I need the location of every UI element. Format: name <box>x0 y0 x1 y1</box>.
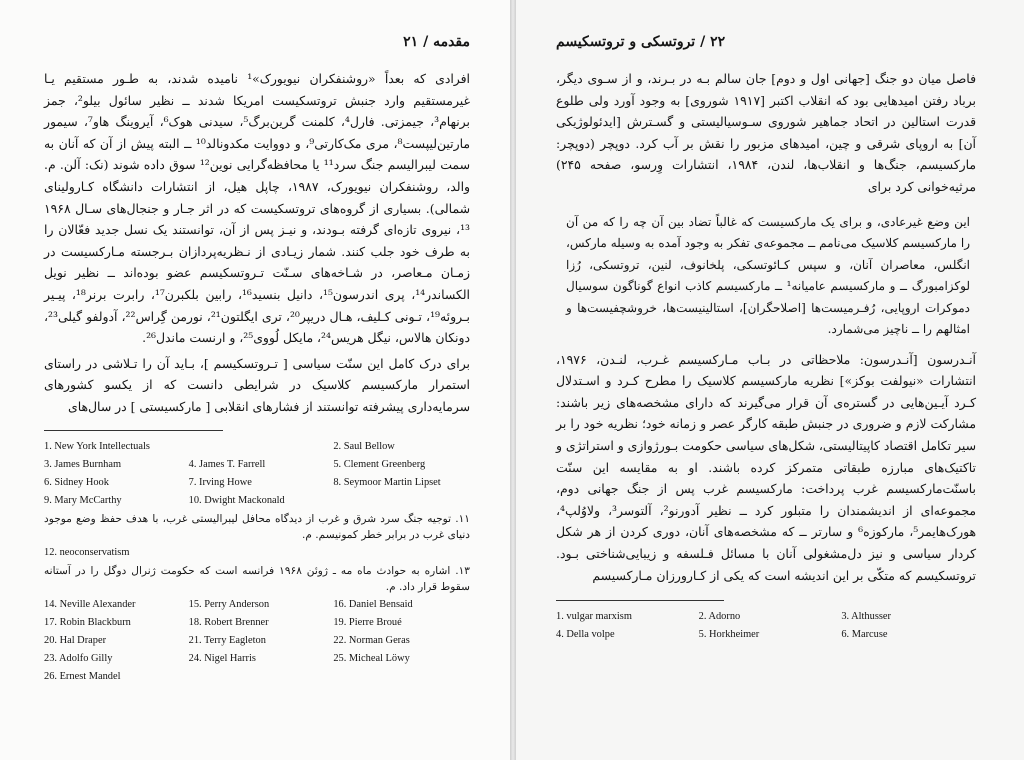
footnote: 3. James Burnham <box>44 458 122 470</box>
footnote: 19. Pierre Broué <box>333 616 402 628</box>
footnotes-group-1 <box>44 439 470 509</box>
footnote: 22. Norman Geras <box>333 634 410 646</box>
footnote <box>189 669 326 685</box>
right-page-header <box>556 30 976 54</box>
footnote: 14. Neville Alexander <box>44 598 136 610</box>
footnote: 17. Robin Blackburn <box>44 616 131 628</box>
footnote-11: ۱۱. توجیه جنگ سرد شرق و غرب از دیدگاه محافل لیبرالیستی غرب، با هدف حفظ وضع موجود دنیای غرب در برابر خطر کمونیسم. م. <box>44 512 470 541</box>
footnote: 5. Horkheimer <box>698 629 760 641</box>
footnote: 2. Adorno <box>698 611 741 623</box>
footnotes-right <box>556 609 976 643</box>
footnote-separator <box>44 430 223 431</box>
footnote: 4. James T. Farrell <box>188 458 266 470</box>
page-header-title: مقدمه / ۲۱ <box>403 34 470 50</box>
body-paragraph: افرادی که بعداً «روشنفکران نیویورک»¹ نامیده شدند، به طـور مستقیم یـا غیرمستقیم وارد جنبش تروتسکیست امریکا شدند ــ نظیر سائول بیلو²، جمز برنهام³، جیمزتی. فارل⁴، کلمنت گرین‌برگ⁵، سیدنی هوک⁶، آیروینگ هاو⁷، سیمور مارتین‌لیپست⁸، مری مک‌کارتی⁹، و دووایت مکدونالد¹⁰ ــ البته پیش از آن که آنان به سمت لیبرالیسم جنگ سرد¹¹ یا محافظه‌گرایی نوین¹² سوق داده شوند (نک: آلن. م. والد، روشنفکران نیویورک، ۱۹۸۷، چاپل هیل، از انتشارات دانشگاه کـارولینای شمالی). بسیاری از گروه‌های تروتسکیست که در اثر جـار و جنجال‌های سـال ۱۹۶۸ ¹³، نیروی تازه‌ای گرفته بـودند، و نیـز پس از آن، توانستند یک نسل جدید فعّالان را به طرف خود جلب کنند. شمار زیـادی از نـظریه‌پردازان بـرجسته مـارکسیست در زمـان مـعاصر، در شـاخه‌های سـنّت تـروتسکیسم عضو بوده‌اند ــ نظیر نویل الکساندر¹⁴، پری اندرسون¹⁵، دانیل بنسید¹⁶، رابین بلکبرن¹⁷، رابرت برنر¹⁸، پیـیر بـروئه¹⁹، تـونی کـلیف، هـال دریپر²⁰، تری ایگلتون²¹، نورمن گِراس²²، آدولفو گیلی²³، دونکان هالاس، نیگل هریس²⁴، مایکل لُووی²⁵، و ارنست ماندل²⁶. <box>44 71 471 346</box>
footnote: 9. Mary McCarthy <box>44 494 122 506</box>
body-paragraph: برای درک کامل این سنّت سیاسی [ تـروتسکیسم ]، بـاید آن را تـلاشی در راستای استمرار مارکسیسم کلاسیک در شرایطی دانست که از یکسو کشورهای سرمایه‌داری پیشرفته توانستند از فشارهای انقلابی [ مارکسیستی ] در سال‌های <box>44 355 470 414</box>
right-page-body <box>556 68 976 586</box>
block-quote: این وضع غیرعادی، و برای یک مارکسیست که غالباً تضاد بین آن چه را که من آن را مارکسیسم کلاسیک می‌نامم ــ مجموعه‌ی تفکر به وجود آمده به وسیله مارکس، انگلس، معاصران آنان، و سپس کـائوتسکی، پلخانوف، لنین، تروتسکی، رُزا لوکزامبورگ ــ و مارکسیسم عامیانه¹ ــ مارکسیسم کاذب انواع گوناگون سوسیال دموکرات اروپایی، رُفـرمیست‌ها [اصلاحگران]، استالینیست‌ها، خروشچفیست‌ها و امثالهم را ــ ناچیز می‌شمارد. <box>566 214 970 337</box>
footnote: 2. Saul Bellow <box>333 440 395 452</box>
right-page <box>516 0 1024 760</box>
footnote: 1. vulgar marxism <box>556 611 632 623</box>
footnote-13: ۱۳. اشاره به حوادث ماه مه ـ ژوئن ۱۹۶۸ فرانسه است که حکومت ژنرال دوگل را در آستانه سقوط قرار داد. م. <box>44 564 470 593</box>
footnote: 1. New York Intellectuals <box>44 440 150 452</box>
footnote: 24. Nigel Harris <box>188 652 256 664</box>
footnote: 15. Perry Anderson <box>188 598 270 610</box>
left-page <box>0 0 510 760</box>
left-page-header <box>44 30 470 54</box>
footnote: 25. Micheal Löwy <box>333 652 410 664</box>
footnote <box>189 439 326 455</box>
footnote: 23. Adolfo Gilly <box>44 652 113 664</box>
footnote: 3. Althusser <box>841 611 891 623</box>
footnote-separator <box>556 600 724 601</box>
footnote: 18. Robert Brenner <box>188 616 269 628</box>
footnote <box>333 493 470 509</box>
footnote: 6. Marcuse <box>841 629 888 641</box>
footnote: 5. Clement Greenberg <box>333 458 426 470</box>
footnote: 26. Ernest Mandel <box>44 670 121 682</box>
footnote: 16. Daniel Bensaid <box>333 598 413 610</box>
page-header-title: ۲۲ / تروتسکی و تروتسکیسم <box>556 34 726 50</box>
footnote: 4. Della volpe <box>556 629 615 641</box>
footnote: 6. Sidney Hook <box>44 476 109 488</box>
body-paragraph: آنـدرسون [آنـدرسون: ملاحظاتی در بـاب مـارکسیسم غـرب، لنـدن، ۱۹۷۶، انتشارات «نیولفت بوکز»] نظریه مارکسیسم کلاسیک را مطرح کـرد و اسـتدلال کـرد آیـین‌هایی در گستره‌ی آن قرار می‌گیرند که دارای مشخصه‌های زیر باشند: مشارکت لازم و ضروری در جنبش طبقه کارگر عصر و زمانه خود؛ نظریه خود را بر سیر تکامل اقتصاد کاپیتالیستی، شکل‌های سیاسی حکومت بـورژوازی و استراتژی و تاکتیک‌های مبارزه طبقاتی متمرکز کرده باشند. او به مقایسه این سنّت باسنّت‌مارکسیسم غرب پرداخت: مارکسیسم غرب پس از جنگ جهانی دوم، مجموعه‌ای از اندیشمندان را متبلور کرد ــ نظیر آدورنو²، آلتوسر³، ولاوُلپ⁴، هورک‌هایمر⁵، مارکوزه⁶ و سارتر ــ که مشخصه‌های آنان، دوری کردن از هر شکل کردار سیاسی و نیز دل‌مشغولی آنان با مسائل فـلسفه و زیبایی‌شناختی بـود. تروتسکیسم که متکّی بر این اندیشه است که یکی از کـارورزان مـارکسیسم <box>556 351 977 583</box>
footnote-12: 12. neoconservatism <box>44 546 130 558</box>
body-paragraph: فاصل میان دو جنگ [جهانی اول و دوم] جان سالم بـه در بـرند، و از سـوی دیگر، برباد رفتن امیدهایی بود که انقلاب اکتبر [۱۹۱۷ شوروی] به وجود آورد ولی طلوع قدرت استالین در اتحاد جماهیر شوروی سـوسیالیستی و گسـترش [ایدئولوژیکی آن] به اروپای شرقی و چین، امیدهای مزبور را نقش بر آب کرد. دوپچر (دوپچر: مارکسیسم، جنگ‌ها و انقلاب‌ها، لندن، ۱۹۸۴، انتشارات وِرسو، صفحه ۲۴۵) مرثیه‌خوانی کرد برای <box>556 71 977 194</box>
footnote: 10. Dwight Mackonald <box>188 494 285 506</box>
footnote: 20. Hal Draper <box>44 634 107 646</box>
left-page-body <box>44 68 470 418</box>
footnote: 7. Irving Howe <box>188 476 252 488</box>
footnote <box>333 669 470 685</box>
footnote: 8. Seymoor Martin Lipset <box>333 476 441 488</box>
footnote: 21. Terry Eagleton <box>188 634 266 646</box>
footnotes-group-2 <box>44 597 470 685</box>
